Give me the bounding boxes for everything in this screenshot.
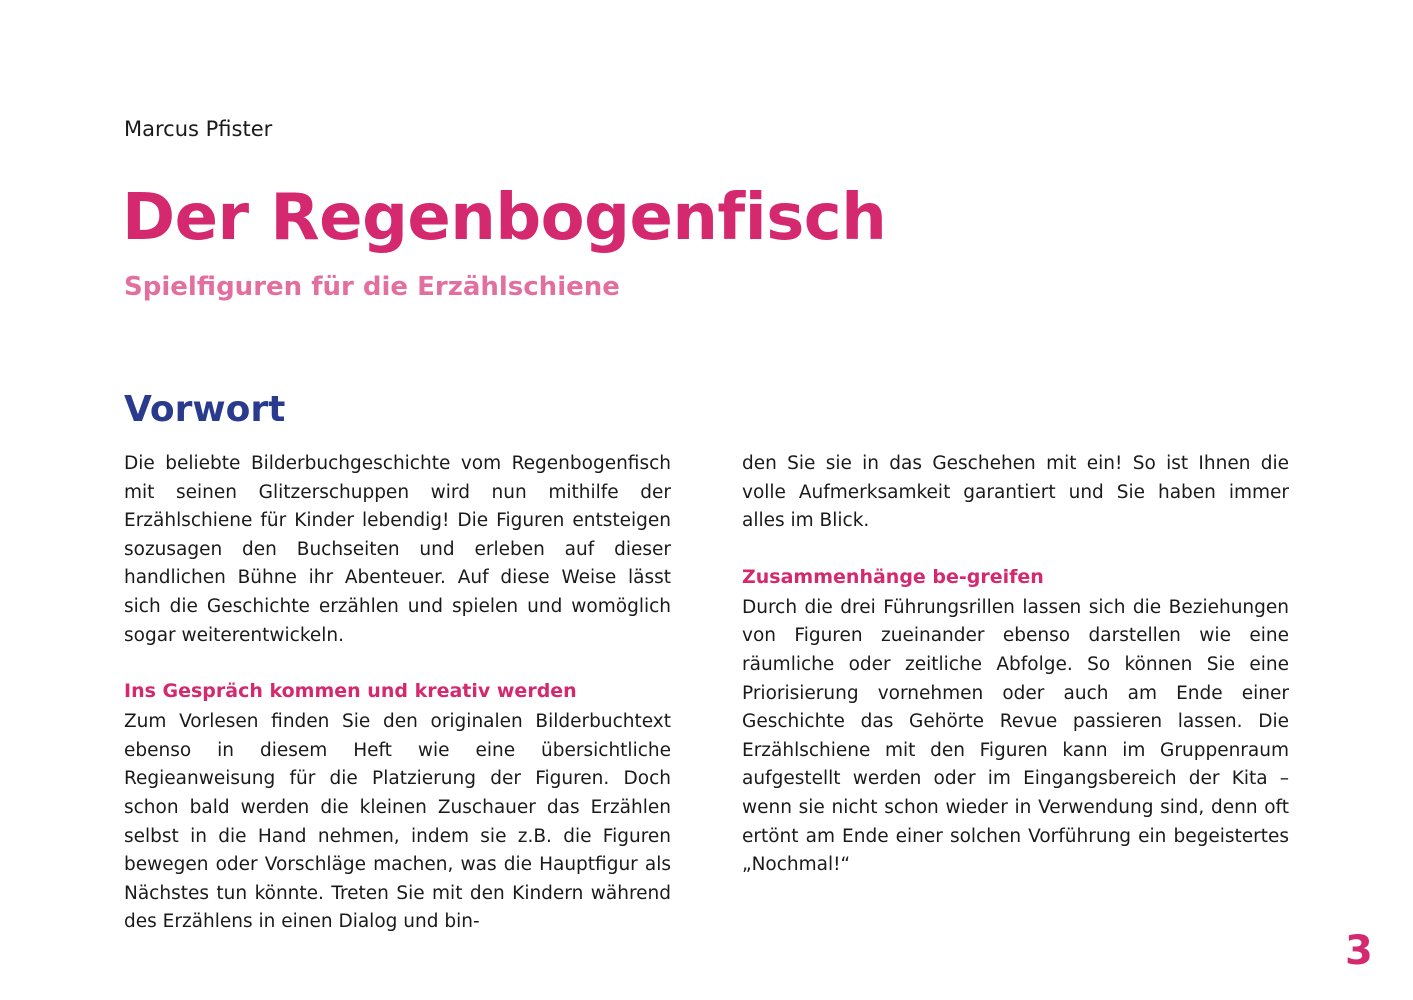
author-name: Marcus Pfister <box>124 117 273 141</box>
section-heading-vorwort: Vorwort <box>124 389 286 430</box>
subheading-zusammenhaenge: Zusammenhänge be-greifen <box>742 565 1044 588</box>
left-text-column <box>124 450 671 937</box>
document-subtitle: Spielfiguren für die Erzählschiene <box>124 272 620 302</box>
body-paragraph-right: Durch die drei Führungsrillen lassen sich die Beziehungen von Figuren zueinander ebenso darstellen wie eine räumliche oder zeitliche Abfolge. So können Sie eine Priorisierung vornehmen oder auch am Ende einer Geschichte das Gehörte Revue passieren lassen. Die Erzählschiene mit den Figuren kann im Gruppenraum aufgestellt werden oder im Eingangsbereich der Kita – wenn sie nicht schon wieder in Verwendung sind, denn oft ertönt am Ende einer solchen Vorführung ein begeistertes „Nochmal!“ <box>742 596 1289 876</box>
intro-paragraph: Die beliebte Bilderbuchgeschichte vom Regenbogenfisch mit seinen Glitzerschuppen wird nun mithilfe der Erzählschiene für Kinder lebendig! Die Figuren entsteigen sozusagen den Buchseiten und erleben auf dieser handlichen Bühne ihr Abenteuer. Auf diese Weise lässt sich die Geschichte erzählen und spielen und womöglich sogar weiterentwickeln. <box>124 453 671 646</box>
subheading-gespraech: Ins Gespräch kommen und kreativ werden <box>124 680 577 703</box>
page-number: 3 <box>1345 928 1373 974</box>
body-paragraph-left: Zum Vorlesen finden Sie den originalen Bilderbuchtext ebenso in diesem Heft wie eine übersichtliche Regieanweisung für die Platzierung der Figuren. Doch schon bald werden die kleinen Zuschauer das Erzählen selbst in die Hand nehmen, indem sie z.B. die Figuren bewegen oder Vorschläge machen, was die Hauptfigur als Nächstes tun könnte. Treten Sie mit den Kindern während des Erzählens in einen Dialog und bin- <box>124 711 671 933</box>
continuation-paragraph: den Sie sie in das Geschehen mit ein! So ist Ihnen die volle Aufmerksamkeit garantiert und Sie haben immer alles im Blick. <box>742 453 1289 532</box>
right-text-column <box>742 450 1289 880</box>
document-title: Der Regenbogenfisch <box>122 181 887 255</box>
